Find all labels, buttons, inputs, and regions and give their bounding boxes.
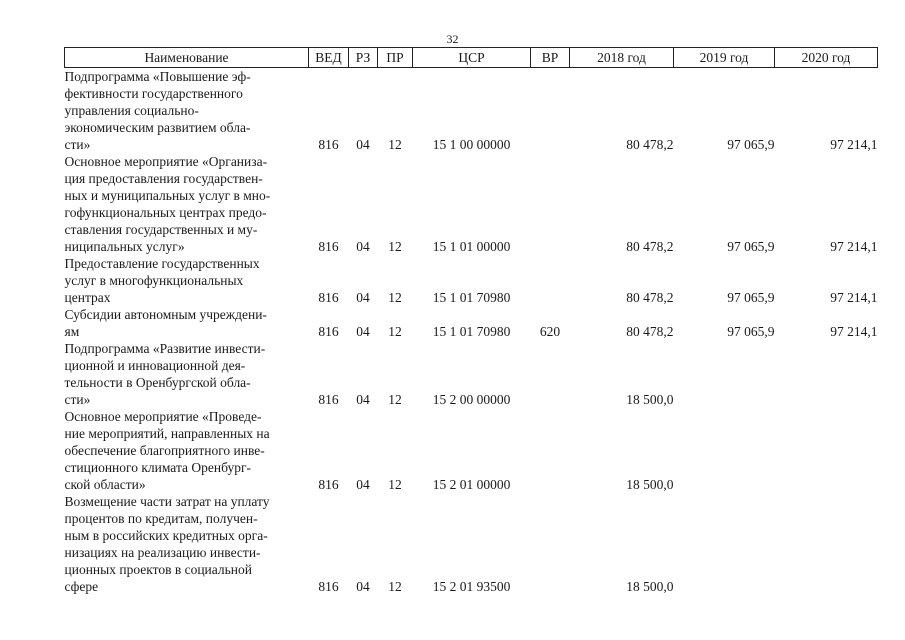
item-name-line: Подпрограмма «Повышение эф- bbox=[64, 69, 251, 84]
item-name-line: Основное мероприятие «Проведе- bbox=[64, 409, 262, 424]
rz-cell: 04 bbox=[356, 579, 370, 594]
item-name-line: гофункциональных центрах предо- bbox=[64, 205, 267, 220]
amount-2019-cell: 97 065,9 bbox=[727, 290, 775, 305]
item-name-line: ской области» bbox=[64, 477, 146, 492]
ved-cell: 816 bbox=[318, 392, 339, 407]
ved-cell: 816 bbox=[318, 290, 339, 305]
csr-cell: 15 1 00 00000 bbox=[432, 137, 511, 152]
table-header bbox=[65, 48, 878, 68]
table-row bbox=[65, 306, 878, 340]
table-row bbox=[65, 408, 878, 493]
pr-cell: 12 bbox=[388, 477, 402, 492]
table-row bbox=[65, 340, 878, 408]
header-csr: ЦСР bbox=[413, 48, 531, 68]
header-2018: 2018 год bbox=[570, 48, 674, 68]
item-name-line: Предоставление государственных bbox=[64, 256, 260, 271]
item-name-line: ционной и инновационной дея- bbox=[64, 358, 246, 373]
vr-cell: 620 bbox=[539, 324, 561, 339]
header-pr: ПР bbox=[378, 48, 413, 68]
amount-2018-cell: 80 478,2 bbox=[626, 290, 674, 305]
amount-2020-cell: 97 214,1 bbox=[830, 324, 878, 339]
table-row bbox=[65, 493, 878, 595]
rz-cell: 04 bbox=[356, 324, 370, 339]
item-name-line: управления социально- bbox=[64, 103, 199, 118]
item-name-cell bbox=[65, 68, 309, 154]
amount-2019-cell bbox=[674, 340, 775, 408]
item-name-line: Возмещение части затрат на уплату bbox=[64, 494, 270, 509]
amount-2019-cell bbox=[674, 408, 775, 493]
table-row bbox=[65, 68, 878, 154]
item-name-line: процентов по кредитам, получен- bbox=[64, 511, 258, 526]
csr-cell: 15 1 01 70980 bbox=[432, 324, 511, 339]
item-name-line: экономическим развитием обла- bbox=[64, 120, 251, 135]
header-ved: ВЕД bbox=[309, 48, 349, 68]
item-name-line: Основное мероприятие «Организа- bbox=[64, 154, 268, 169]
header-vr: ВР bbox=[531, 48, 570, 68]
table-row bbox=[65, 255, 878, 306]
item-name-line: центрах bbox=[64, 290, 111, 305]
item-name-line: Подпрограмма «Развитие инвести- bbox=[64, 341, 266, 356]
ved-cell: 816 bbox=[318, 137, 339, 152]
csr-cell: 15 1 01 00000 bbox=[432, 239, 511, 254]
ved-cell: 816 bbox=[318, 324, 339, 339]
csr-cell: 15 2 01 93500 bbox=[432, 579, 511, 594]
item-name-line: услуг в многофункциональных bbox=[64, 273, 244, 288]
header-2020: 2020 год bbox=[775, 48, 878, 68]
rz-cell: 04 bbox=[356, 239, 370, 254]
ved-cell: 816 bbox=[318, 579, 339, 594]
vr-cell bbox=[531, 255, 570, 306]
pr-cell: 12 bbox=[388, 239, 402, 254]
csr-cell: 15 2 01 00000 bbox=[432, 477, 511, 492]
item-name-line: ниципальных услуг» bbox=[64, 239, 185, 254]
pr-cell: 12 bbox=[388, 137, 402, 152]
item-name-cell bbox=[65, 408, 309, 493]
rz-cell: 04 bbox=[356, 137, 370, 152]
item-name-line: ям bbox=[64, 324, 80, 339]
amount-2020-cell bbox=[775, 493, 878, 595]
csr-cell: 15 2 00 00000 bbox=[432, 392, 511, 407]
amount-2020-cell bbox=[775, 340, 878, 408]
amount-2019-cell: 97 065,9 bbox=[727, 324, 775, 339]
amount-2018-cell: 18 500,0 bbox=[626, 392, 674, 407]
rz-cell: 04 bbox=[356, 477, 370, 492]
csr-cell: 15 1 01 70980 bbox=[432, 290, 511, 305]
vr-cell bbox=[531, 153, 570, 255]
item-name-line: сфере bbox=[64, 579, 99, 594]
item-name-line: ставления государственных и му- bbox=[64, 222, 258, 237]
item-name-line: ным в российских кредитных орга- bbox=[64, 528, 268, 543]
pr-cell: 12 bbox=[388, 579, 402, 594]
header-name: Наименование bbox=[65, 48, 309, 68]
amount-2019-cell bbox=[674, 493, 775, 595]
item-name-cell bbox=[65, 255, 309, 306]
item-name-cell bbox=[65, 340, 309, 408]
item-name-line: Субсидии автономным учреждени- bbox=[64, 307, 267, 322]
amount-2018-cell: 80 478,2 bbox=[626, 137, 674, 152]
item-name-line: сти» bbox=[64, 137, 91, 152]
amount-2018-cell: 18 500,0 bbox=[626, 579, 674, 594]
amount-2020-cell bbox=[775, 408, 878, 493]
item-name-cell bbox=[65, 493, 309, 595]
amount-2020-cell: 97 214,1 bbox=[830, 239, 878, 254]
page-number: 32 bbox=[446, 32, 459, 46]
pr-cell: 12 bbox=[388, 290, 402, 305]
pr-cell: 12 bbox=[388, 392, 402, 407]
item-name-cell bbox=[65, 153, 309, 255]
item-name-line: ционных проектов в социальной bbox=[64, 562, 252, 577]
amount-2019-cell: 97 065,9 bbox=[727, 239, 775, 254]
item-name-line: фективности государственного bbox=[64, 86, 243, 101]
item-name-line: ных и муниципальных услуг в мно- bbox=[64, 188, 271, 203]
amount-2018-cell: 18 500,0 bbox=[626, 477, 674, 492]
item-name-cell bbox=[65, 306, 309, 340]
table-row bbox=[65, 153, 878, 255]
vr-cell bbox=[531, 340, 570, 408]
amount-2019-cell: 97 065,9 bbox=[727, 137, 775, 152]
item-name-line: обеспечение благоприятного инве- bbox=[64, 443, 265, 458]
amount-2018-cell: 80 478,2 bbox=[626, 239, 674, 254]
rz-cell: 04 bbox=[356, 392, 370, 407]
vr-cell bbox=[531, 493, 570, 595]
header-2019: 2019 год bbox=[674, 48, 775, 68]
item-name-line: ние мероприятий, направленных на bbox=[64, 426, 270, 441]
vr-cell bbox=[531, 408, 570, 493]
table-body bbox=[65, 68, 878, 596]
item-name-line: низациях на реализацию инвести- bbox=[64, 545, 261, 560]
pr-cell: 12 bbox=[388, 324, 402, 339]
amount-2020-cell: 97 214,1 bbox=[830, 290, 878, 305]
item-name-line: стиционного климата Оренбург- bbox=[64, 460, 251, 475]
item-name-line: сти» bbox=[64, 392, 91, 407]
rz-cell: 04 bbox=[356, 290, 370, 305]
item-name-line: тельности в Оренбургской обла- bbox=[64, 375, 251, 390]
header-row bbox=[65, 48, 878, 68]
ved-cell: 816 bbox=[318, 477, 339, 492]
item-name-line: ция предоставления государствен- bbox=[64, 171, 263, 186]
vr-cell bbox=[531, 68, 570, 154]
amount-2018-cell: 80 478,2 bbox=[626, 324, 674, 339]
ved-cell: 816 bbox=[318, 239, 339, 254]
header-rz: РЗ bbox=[349, 48, 378, 68]
budget-table bbox=[64, 47, 878, 595]
amount-2020-cell: 97 214,1 bbox=[830, 137, 878, 152]
